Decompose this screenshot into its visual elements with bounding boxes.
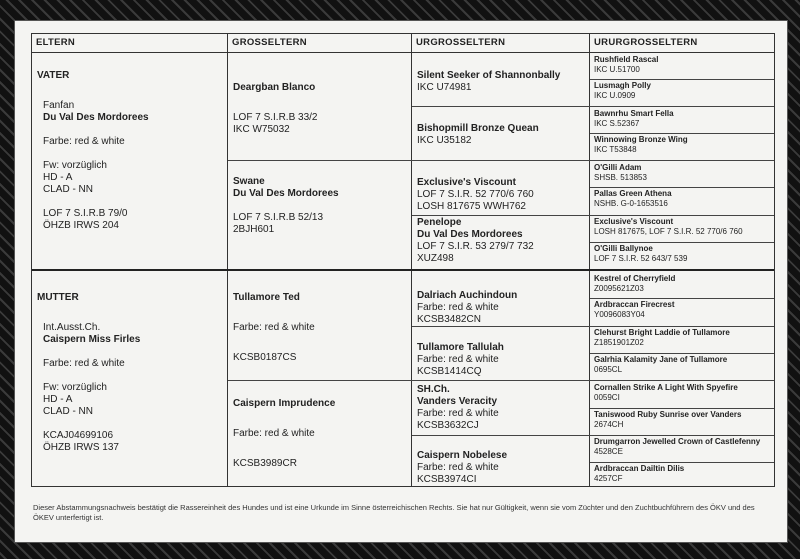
row-divider <box>590 462 774 463</box>
row-divider <box>590 353 774 354</box>
father-reg1: LOF 7 S.I.R.B 79/0 <box>43 208 128 219</box>
row-divider <box>590 298 774 299</box>
great-great-grandparent-cell <box>590 274 774 298</box>
great-grandparent-reg: KCSB3482CN <box>417 314 481 325</box>
great-grandparent-reg1: LOF 7 S.I.R. 52 770/6 760 <box>417 189 534 200</box>
grandparent-name-line2: Du Val Des Mordorees <box>233 188 339 199</box>
ancestor-name: Drumgarron Jewelled Crown of Castlefenny <box>594 437 761 446</box>
ancestor-name: Ardbraccan Dailtin Dilis <box>594 464 685 473</box>
great-grandparent-name: Caispern Nobelese <box>417 450 508 461</box>
great-great-grandparent-cell <box>590 355 774 379</box>
ancestor-name: Clehurst Bright Laddie of Tullamore <box>594 328 730 337</box>
header-divider <box>32 52 774 53</box>
great-great-grandparent-cell <box>590 109 774 133</box>
mother-reg2: ÖHZB IRWS 137 <box>43 442 119 453</box>
great-grandparent-name: Exclusive's Viscount <box>417 177 516 188</box>
ancestor-reg: IKC U.0909 <box>594 90 636 100</box>
ancestor-name: Exclusive's Viscount <box>594 217 674 226</box>
ancestor-reg: LOSH 817675, LOF 7 S.I.R. 52 770/6 760 <box>594 226 743 236</box>
great-great-grandparent-cell <box>590 55 774 79</box>
row-divider <box>590 187 774 188</box>
row-divider <box>412 106 774 107</box>
row-divider <box>412 326 774 327</box>
great-grandparent-color: Farbe: red & white <box>417 302 499 313</box>
great-grandparent-cell <box>412 450 589 486</box>
ancestor-reg: 4257CF <box>594 473 623 483</box>
pedigree-document <box>14 20 788 543</box>
mother-title: Int.Ausst.Ch. <box>43 322 101 333</box>
great-grandparent-color: Farbe: red & white <box>417 462 499 473</box>
ancestor-reg: 4528CE <box>594 446 623 456</box>
ancestor-name: Bawnrhu Smart Fella <box>594 109 674 118</box>
pedigree-table <box>31 33 775 487</box>
ancestor-reg: 0695CL <box>594 364 623 374</box>
ancestor-reg: SHSB. 513853 <box>594 172 647 182</box>
great-great-grandparent-cell <box>590 328 774 352</box>
grandparent-cell <box>228 82 411 158</box>
grandparent-reg1: LOF 7 S.I.R.B 52/13 <box>233 212 324 223</box>
great-grandparent-name: Tullamore Tallulah <box>417 342 504 353</box>
row-divider <box>228 380 774 381</box>
grandparent-color: Farbe: red & white <box>233 428 315 439</box>
grandparent-name: Caispern Imprudence <box>233 398 336 409</box>
ancestor-name: Pallas Green Athena <box>594 189 672 198</box>
mother-color: Farbe: red & white <box>43 358 125 369</box>
grandparent-cell <box>228 292 411 378</box>
great-grandparent-name: Dalriach Auchindoun <box>417 290 518 301</box>
great-grandparent-reg2: XUZ498 <box>417 253 454 264</box>
great-grandparent-reg: KCSB3632CJ <box>417 420 479 431</box>
great-great-grandparent-cell <box>590 217 774 241</box>
section-label-father: VATER <box>37 70 70 81</box>
ancestor-name: Galrhia Kalamity Jane of Tullamore <box>594 355 728 364</box>
ancestor-reg: LOF 7 S.I.R. 52 643/7 539 <box>594 253 688 263</box>
great-grandparent-title: SH.Ch. <box>417 384 450 395</box>
great-great-grandparent-cell <box>590 383 774 407</box>
father-name-line2: Du Val Des Mordorees <box>43 112 149 123</box>
ancestor-reg: IKC U.51700 <box>594 64 640 74</box>
father-hd: HD - A <box>43 172 73 183</box>
footer-note: Dieser Abstammungsnachweis bestätigt die Rassereinheit des Hundes und ist eine Urkunde im Sinne österreichischen Rechts. Sie hat nur Gültigkeit, wenn sie vom Züchter und den Zuchtbuchführern des ÖKV und des ÖKEV unterfertigt ist. <box>33 503 755 522</box>
grandparent-reg: KCSB0187CS <box>233 352 297 363</box>
grandparent-color: Farbe: red & white <box>233 322 315 333</box>
ancestor-name: Winnowing Bronze Wing <box>594 135 688 144</box>
great-grandparent-name: Bishopmill Bronze Quean <box>417 123 539 134</box>
ancestor-name: Rushfield Rascal <box>594 55 659 64</box>
ancestor-reg: NSHB. G-0-1653516 <box>594 198 668 208</box>
great-grandparent-cell <box>412 342 589 380</box>
great-grandparent-reg1: LOF 7 S.I.R. 53 279/7 732 <box>417 241 534 252</box>
ancestor-reg: Y0096083Y04 <box>594 309 645 319</box>
great-great-grandparent-cell <box>590 163 774 187</box>
great-great-grandparent-cell <box>590 135 774 159</box>
grandparent-reg2: 2BJH601 <box>233 224 275 235</box>
row-divider <box>590 79 774 80</box>
great-grandparent-cell <box>412 177 589 215</box>
grandparent-cell <box>228 398 411 482</box>
grandparent-name: Tullamore Ted <box>233 292 300 303</box>
grandparent-name: Deargban Blanco <box>233 82 316 93</box>
great-grandparent-cell <box>412 217 589 269</box>
ancestor-name: Lusmagh Polly <box>594 81 651 90</box>
grandparent-reg1: LOF 7 S.I.R.B 33/2 <box>233 112 318 123</box>
great-grandparent-name: Silent Seeker of Shannonbally <box>417 70 561 81</box>
ancestor-name: Cornallen Strike A Light With Spyefire <box>594 383 738 392</box>
father-reg2: ÖHZB IRWS 204 <box>43 220 119 231</box>
great-grandparent-reg: IKC U74981 <box>417 82 472 93</box>
great-grandparent-reg: KCSB1414CQ <box>417 366 482 377</box>
great-grandparent-reg: KCSB3974CI <box>417 474 477 485</box>
ancestor-name: O'Gilli Adam <box>594 163 642 172</box>
father-fw: Fw: vorzüglich <box>43 160 107 171</box>
great-great-grandparent-cell <box>590 464 774 486</box>
mother-cell <box>32 292 227 482</box>
great-great-grandparent-cell <box>590 189 774 213</box>
ancestor-name: Taniswood Ruby Sunrise over Vanders <box>594 410 742 419</box>
ancestor-name: Kestrel of Cherryfield <box>594 274 676 283</box>
great-grandparent-cell <box>412 290 589 326</box>
father-color: Farbe: red & white <box>43 136 125 147</box>
mother-fw: Fw: vorzüglich <box>43 382 107 393</box>
father-name-line1: Fanfan <box>43 100 75 111</box>
header-urgrosseltern: URGROSSELTERN <box>416 37 506 48</box>
row-divider <box>590 242 774 243</box>
great-great-grandparent-cell <box>590 300 774 324</box>
row-divider <box>412 435 774 436</box>
mother-hd: HD - A <box>43 394 73 405</box>
great-great-grandparent-cell <box>590 244 774 268</box>
ancestor-reg: Z1851901Z02 <box>594 337 644 347</box>
great-grandparent-name: Du Val Des Mordorees <box>417 229 523 240</box>
great-grandparent-cell <box>412 384 589 434</box>
great-grandparent-reg: IKC U35182 <box>417 135 472 146</box>
mother-name: Caispern Miss Firles <box>43 334 141 345</box>
great-grandparent-name: Vanders Veracity <box>417 396 498 407</box>
header-grosseltern: GROSSELTERN <box>232 37 307 48</box>
row-divider <box>590 133 774 134</box>
section-label-mother: MUTTER <box>37 292 79 303</box>
grandparent-reg2: IKC W75032 <box>233 124 290 135</box>
grandparent-cell <box>228 176 411 268</box>
great-grandparent-cell <box>412 70 589 104</box>
father-cell <box>32 70 227 266</box>
ancestor-reg: IKC T53848 <box>594 144 637 154</box>
great-great-grandparent-cell <box>590 410 774 434</box>
great-great-grandparent-cell <box>590 437 774 461</box>
great-grandparent-prefix: Penelope <box>417 217 462 228</box>
row-divider <box>590 408 774 409</box>
mother-reg1: KCAJ04699106 <box>43 430 114 441</box>
grandparent-name: Swane <box>233 176 265 187</box>
row-divider <box>412 215 774 216</box>
great-grandparent-cell <box>412 123 589 157</box>
ancestor-reg: IKC S.52367 <box>594 118 640 128</box>
father-clad: CLAD - NN <box>43 184 94 195</box>
great-grandparent-color: Farbe: red & white <box>417 354 499 365</box>
header-ururgrosseltern: URURGROSSELTERN <box>594 37 698 48</box>
section-divider <box>32 269 774 271</box>
great-grandparent-reg2: LOSH 817675 WWH762 <box>417 201 526 212</box>
mother-clad: CLAD - NN <box>43 406 94 417</box>
great-grandparent-color: Farbe: red & white <box>417 408 499 419</box>
ancestor-name: Ardbraccan Firecrest <box>594 300 675 309</box>
ancestor-reg: 0059CI <box>594 392 620 402</box>
ancestor-name: O'Gilli Ballynoe <box>594 244 653 253</box>
great-great-grandparent-cell <box>590 81 774 105</box>
grandparent-reg: KCSB3989CR <box>233 458 297 469</box>
row-divider <box>228 160 774 161</box>
header-eltern: ELTERN <box>36 37 76 48</box>
ancestor-reg: 2674CH <box>594 419 624 429</box>
ancestor-reg: Z0095621Z03 <box>594 283 644 293</box>
